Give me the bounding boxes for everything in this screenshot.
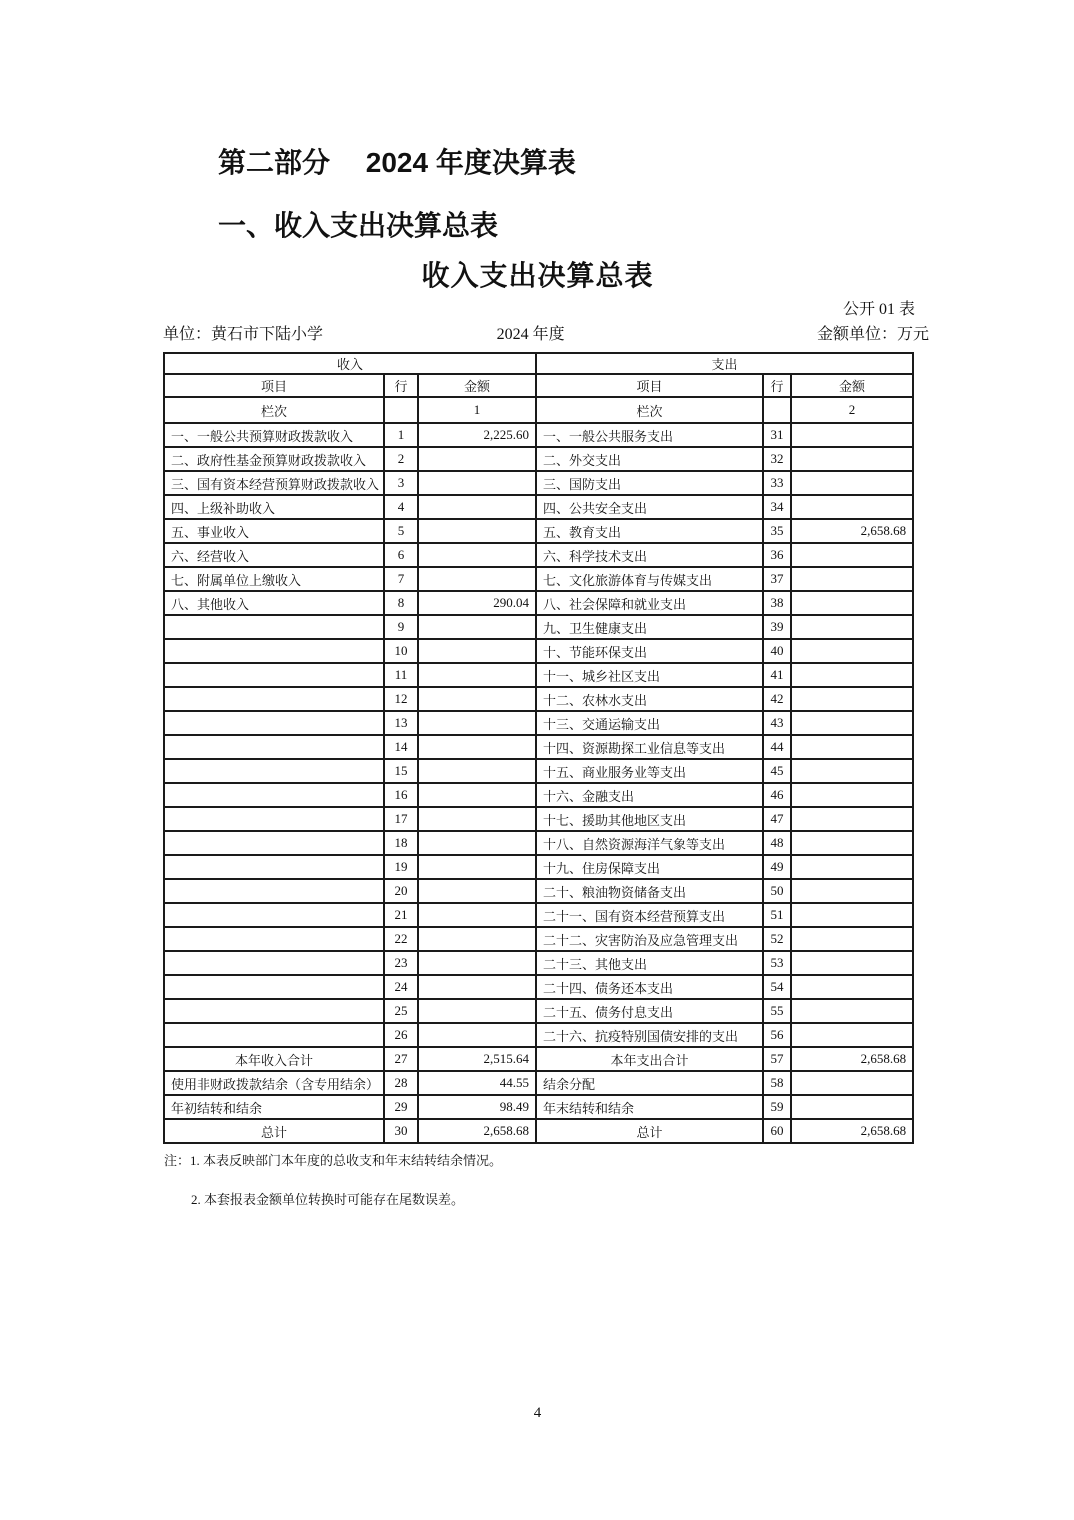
page-number: 4 [533,1405,542,1421]
cell-income-item: 总计 [164,1119,384,1143]
unit-label: 单位：黄石市下陆小学 [163,326,324,343]
note-1: 注：1. 本表反映部门本年度的总收支和年末结转结余情况。 [164,1153,503,1168]
cell-income-rownum: 4 [384,495,418,519]
cell-income-rownum: 23 [384,951,418,975]
cell-income-amount [418,927,536,951]
cell-expense-item: 本年支出合计 [536,1047,763,1071]
cell-income-amount: 2,658.68 [418,1119,536,1143]
cell-income-amount [418,975,536,999]
cell-expense-item: 五、教育支出 [536,519,763,543]
cell-expense-amount [791,831,913,855]
cell-income-amount: 2,225.60 [418,423,536,447]
cell-income-amount [418,903,536,927]
cell-income-item: 一、一般公共预算财政拨款收入 [164,423,384,447]
cell-income-rownum: 10 [384,639,418,663]
cell-income-item [164,711,384,735]
cell-income-rownum: 18 [384,831,418,855]
cell-income-item [164,735,384,759]
table-row [164,543,913,567]
table-row [164,855,913,879]
cell-income-item [164,615,384,639]
cell-income-amount [418,831,536,855]
income-lanci-label: 栏次 [164,397,384,423]
table-row [164,903,913,927]
cell-expense-amount [791,495,913,519]
section-title: 一、收入支出决算总表 [218,210,499,241]
cell-income-amount [418,615,536,639]
expense-item-column-header: 项目 [536,374,763,397]
income-item-column-header: 项目 [164,374,384,397]
table-row [164,831,913,855]
cell-expense-item: 十、节能环保支出 [536,639,763,663]
cell-expense-item: 十一、城乡社区支出 [536,663,763,687]
cell-expense-amount: 2,658.68 [791,1119,913,1143]
cell-expense-amount [791,591,913,615]
cell-expense-rownum: 54 [763,975,791,999]
cell-expense-item: 二、外交支出 [536,447,763,471]
income-lanci-rownum [384,397,418,423]
cell-expense-amount [791,783,913,807]
expense-lanci-rownum [763,397,791,423]
cell-expense-item: 三、国防支出 [536,471,763,495]
income-rownum-column-header: 行 [384,374,418,397]
cell-income-rownum: 25 [384,999,418,1023]
table-row [164,759,913,783]
expense-rownum-column-header: 行 [763,374,791,397]
cell-income-item [164,951,384,975]
cell-expense-item: 七、文化旅游体育与传媒支出 [536,567,763,591]
cell-income-rownum: 1 [384,423,418,447]
cell-expense-item: 结余分配 [536,1071,763,1095]
cell-expense-amount [791,951,913,975]
cell-income-item [164,831,384,855]
table-row [164,807,913,831]
cell-income-rownum: 12 [384,687,418,711]
cell-expense-rownum: 47 [763,807,791,831]
cell-expense-rownum: 36 [763,543,791,567]
cell-income-rownum: 17 [384,807,418,831]
table-lanci-row [164,397,913,423]
cell-expense-amount [791,447,913,471]
table-row [164,687,913,711]
cell-income-rownum: 19 [384,855,418,879]
cell-expense-rownum: 40 [763,639,791,663]
cell-income-rownum: 28 [384,1071,418,1095]
cell-expense-amount [791,735,913,759]
cell-expense-rownum: 37 [763,567,791,591]
cell-income-rownum: 7 [384,567,418,591]
cell-expense-rownum: 60 [763,1119,791,1143]
cell-income-item: 四、上级补助收入 [164,495,384,519]
cell-expense-amount [791,615,913,639]
cell-income-amount [418,759,536,783]
cell-expense-item: 四、公共安全支出 [536,495,763,519]
table-row [164,471,913,495]
cell-income-rownum: 22 [384,927,418,951]
cell-income-amount [418,807,536,831]
cell-expense-amount: 2,658.68 [791,1047,913,1071]
cell-income-amount [418,999,536,1023]
cell-expense-item: 十二、农林水支出 [536,687,763,711]
cell-income-item [164,663,384,687]
cell-expense-item: 总计 [536,1119,763,1143]
cell-income-item: 二、政府性基金预算财政拨款收入 [164,447,384,471]
cell-expense-amount [791,999,913,1023]
cell-expense-item: 二十三、其他支出 [536,951,763,975]
cell-expense-rownum: 59 [763,1095,791,1119]
cell-income-amount [418,855,536,879]
cell-income-amount [418,1023,536,1047]
cell-income-amount [418,951,536,975]
cell-expense-amount [791,1071,913,1095]
cell-income-amount: 44.55 [418,1071,536,1095]
cell-income-amount: 98.49 [418,1095,536,1119]
cell-expense-rownum: 42 [763,687,791,711]
cell-income-item: 使用非财政拨款结余（含专用结余） [164,1071,384,1095]
cell-income-rownum: 24 [384,975,418,999]
cell-income-rownum: 16 [384,783,418,807]
cell-expense-amount [791,759,913,783]
cell-expense-amount [791,567,913,591]
cell-income-rownum: 30 [384,1119,418,1143]
table-row [164,663,913,687]
cell-income-rownum: 14 [384,735,418,759]
cell-expense-amount [791,1095,913,1119]
table-code: 公开 01 表 [842,301,915,318]
cell-expense-amount [791,423,913,447]
table-row [164,423,913,447]
cell-income-rownum: 20 [384,879,418,903]
table-row [164,639,913,663]
cell-expense-item: 八、社会保障和就业支出 [536,591,763,615]
cell-expense-rownum: 38 [763,591,791,615]
cell-expense-amount [791,711,913,735]
cell-income-amount [418,447,536,471]
table-row [164,1119,913,1143]
cell-expense-item: 十六、金融支出 [536,783,763,807]
cell-income-rownum: 26 [384,1023,418,1047]
table-row [164,1095,913,1119]
cell-income-item: 五、事业收入 [164,519,384,543]
expense-column-number: 2 [791,397,913,423]
table-row [164,447,913,471]
income-amount-column-header: 金额 [418,374,536,397]
table-section-header-row [164,353,913,374]
cell-income-item [164,1023,384,1047]
note-2: 2. 本套报表金额单位转换时可能存在尾数误差。 [191,1192,465,1207]
cell-expense-rownum: 53 [763,951,791,975]
cell-income-item: 七、附属单位上缴收入 [164,567,384,591]
expense-amount-column-header: 金额 [791,374,913,397]
cell-expense-amount [791,879,913,903]
cell-income-amount [418,783,536,807]
cell-expense-rownum: 35 [763,519,791,543]
cell-expense-item: 十五、商业服务业等支出 [536,759,763,783]
cell-income-rownum: 15 [384,759,418,783]
table-row [164,783,913,807]
cell-income-item [164,975,384,999]
table-row [164,495,913,519]
cell-expense-item: 六、科学技术支出 [536,543,763,567]
cell-income-item [164,783,384,807]
cell-income-item: 三、国有资本经营预算财政拨款收入 [164,471,384,495]
cell-expense-amount: 2,658.68 [791,519,913,543]
cell-expense-item: 二十一、国有资本经营预算支出 [536,903,763,927]
income-column-number: 1 [418,397,536,423]
cell-expense-amount [791,1023,913,1047]
cell-income-item [164,999,384,1023]
cell-expense-rownum: 41 [763,663,791,687]
cell-expense-rownum: 45 [763,759,791,783]
part-title: 第二部分 2024 年度决算表 [218,147,576,178]
cell-expense-rownum: 55 [763,999,791,1023]
cell-expense-amount [791,543,913,567]
cell-income-amount [418,567,536,591]
cell-income-amount [418,471,536,495]
cell-income-amount [418,663,536,687]
table-meta-row [163,321,929,343]
cell-income-rownum: 21 [384,903,418,927]
cell-income-rownum: 2 [384,447,418,471]
cell-expense-rownum: 33 [763,471,791,495]
cell-income-item [164,759,384,783]
cell-expense-item: 十四、资源勘探工业信息等支出 [536,735,763,759]
cell-expense-rownum: 46 [763,783,791,807]
cell-expense-item: 年末结转和结余 [536,1095,763,1119]
cell-income-rownum: 13 [384,711,418,735]
cell-income-amount [418,543,536,567]
table-row [164,735,913,759]
cell-expense-item: 十八、自然资源海洋气象等支出 [536,831,763,855]
cell-expense-amount [791,471,913,495]
table-notes [164,1150,913,1208]
table-row [164,591,913,615]
cell-expense-rownum: 52 [763,927,791,951]
cell-expense-item: 二十四、债务还本支出 [536,975,763,999]
cell-income-rownum: 5 [384,519,418,543]
amount-unit-label: 金额单位：万元 [816,326,929,343]
cell-expense-amount [791,663,913,687]
cell-expense-rownum: 51 [763,903,791,927]
cell-income-item [164,927,384,951]
cell-income-item [164,879,384,903]
cell-income-rownum: 11 [384,663,418,687]
table-row [164,519,913,543]
table-row [164,951,913,975]
cell-income-item: 八、其他收入 [164,591,384,615]
cell-income-amount [418,639,536,663]
cell-income-amount: 290.04 [418,591,536,615]
table-row [164,615,913,639]
cell-expense-rownum: 50 [763,879,791,903]
table-row [164,1023,913,1047]
cell-income-item [164,687,384,711]
cell-income-item [164,903,384,927]
cell-expense-rownum: 32 [763,447,791,471]
cell-expense-item: 十三、交通运输支出 [536,711,763,735]
table-row [164,927,913,951]
cell-income-item [164,639,384,663]
table-row [164,975,913,999]
cell-expense-amount [791,687,913,711]
cell-expense-item: 九、卫生健康支出 [536,615,763,639]
cell-expense-amount [791,927,913,951]
table-row [164,1071,913,1095]
cell-expense-amount [791,807,913,831]
cell-expense-rownum: 31 [763,423,791,447]
cell-expense-item: 十九、住房保障支出 [536,855,763,879]
cell-expense-item: 二十、粮油物资储备支出 [536,879,763,903]
year-label: 2024 年度 [496,326,565,343]
cell-expense-item: 十七、援助其他地区支出 [536,807,763,831]
table-column-header-row [164,374,913,397]
cell-expense-rownum: 39 [763,615,791,639]
cell-expense-amount [791,975,913,999]
cell-income-rownum: 9 [384,615,418,639]
cell-expense-rownum: 44 [763,735,791,759]
cell-expense-rownum: 49 [763,855,791,879]
cell-income-item [164,807,384,831]
cell-expense-amount [791,855,913,879]
cell-expense-item: 二十二、灾害防治及应急管理支出 [536,927,763,951]
cell-income-rownum: 3 [384,471,418,495]
cell-income-item: 六、经营收入 [164,543,384,567]
cell-income-amount [418,495,536,519]
cell-expense-amount [791,639,913,663]
cell-expense-rownum: 34 [763,495,791,519]
cell-income-amount [418,687,536,711]
cell-income-rownum: 27 [384,1047,418,1071]
table-title: 收入支出决算总表 [421,260,654,291]
cell-income-item: 本年收入合计 [164,1047,384,1071]
cell-income-rownum: 6 [384,543,418,567]
table-row [164,999,913,1023]
table-row [164,879,913,903]
income-section-header: 收入 [164,353,536,374]
cell-expense-item: 二十五、债务付息支出 [536,999,763,1023]
cell-expense-amount [791,903,913,927]
cell-income-amount [418,735,536,759]
cell-income-amount [418,711,536,735]
expense-section-header: 支出 [536,353,913,374]
table-row [164,567,913,591]
cell-income-amount [418,879,536,903]
expense-lanci-label: 栏次 [536,397,763,423]
cell-income-item: 年初结转和结余 [164,1095,384,1119]
cell-income-amount [418,519,536,543]
cell-expense-rownum: 57 [763,1047,791,1071]
cell-expense-item: 二十六、抗疫特别国债安排的支出 [536,1023,763,1047]
table-row [164,711,913,735]
income-expense-table [163,352,914,1144]
cell-expense-item: 一、一般公共服务支出 [536,423,763,447]
cell-income-item [164,855,384,879]
table-row [164,1047,913,1071]
cell-expense-rownum: 43 [763,711,791,735]
cell-income-rownum: 8 [384,591,418,615]
cell-expense-rownum: 56 [763,1023,791,1047]
cell-expense-rownum: 58 [763,1071,791,1095]
cell-income-amount: 2,515.64 [418,1047,536,1071]
cell-income-rownum: 29 [384,1095,418,1119]
cell-expense-rownum: 48 [763,831,791,855]
